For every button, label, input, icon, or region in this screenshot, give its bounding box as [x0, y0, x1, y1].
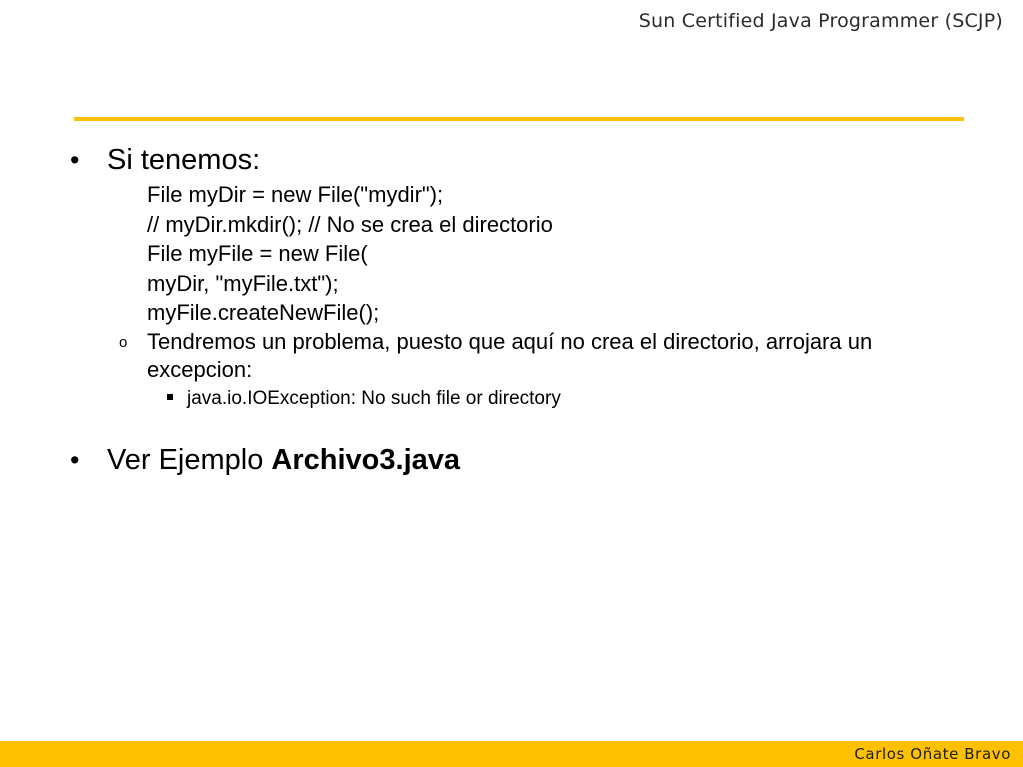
bullet-item-ver-ejemplo: [0, 440, 1023, 480]
slide-content: [0, 140, 1023, 480]
sub-sub-bullet-text: java.io.IOException: No such file or directory: [187, 387, 561, 409]
code-block: [0, 180, 1023, 328]
bullet-item-si-tenemos: [0, 140, 1023, 180]
footer-bar: [0, 741, 1023, 767]
header-divider: [74, 117, 964, 121]
code-line: File myFile = new File(: [147, 241, 368, 266]
bullet-dot-icon: •: [70, 444, 80, 475]
bullet-text: Si tenemos:: [107, 144, 261, 176]
sub-bullet-item: [0, 328, 1023, 384]
code-line: myFile.createNewFile();: [147, 300, 380, 325]
sub-sub-bullet-item: [0, 386, 1023, 412]
spacer: [0, 412, 1023, 440]
circle-bullet-icon: o: [119, 333, 128, 351]
code-line: myDir, "myFile.txt");: [147, 270, 339, 296]
bullet-dot-icon: •: [70, 145, 80, 175]
code-line: // myDir.mkdir(); // No se crea el directorio: [147, 211, 553, 237]
square-bullet-icon: [167, 394, 173, 400]
example-file-name: Archivo3.java: [271, 443, 461, 476]
presentation-title: Sun Certified Java Programmer (SCJP): [638, 10, 1003, 32]
sub-bullet-text: Tendremos un problema, puesto que aquí no crea el directorio, arrojara un excepcion:: [147, 328, 873, 382]
code-line: File myDir = new File("mydir");: [147, 182, 444, 207]
footer-author: Carlos Oñate Bravo: [854, 745, 1011, 763]
bullet-text: Ver Ejemplo: [107, 443, 272, 476]
